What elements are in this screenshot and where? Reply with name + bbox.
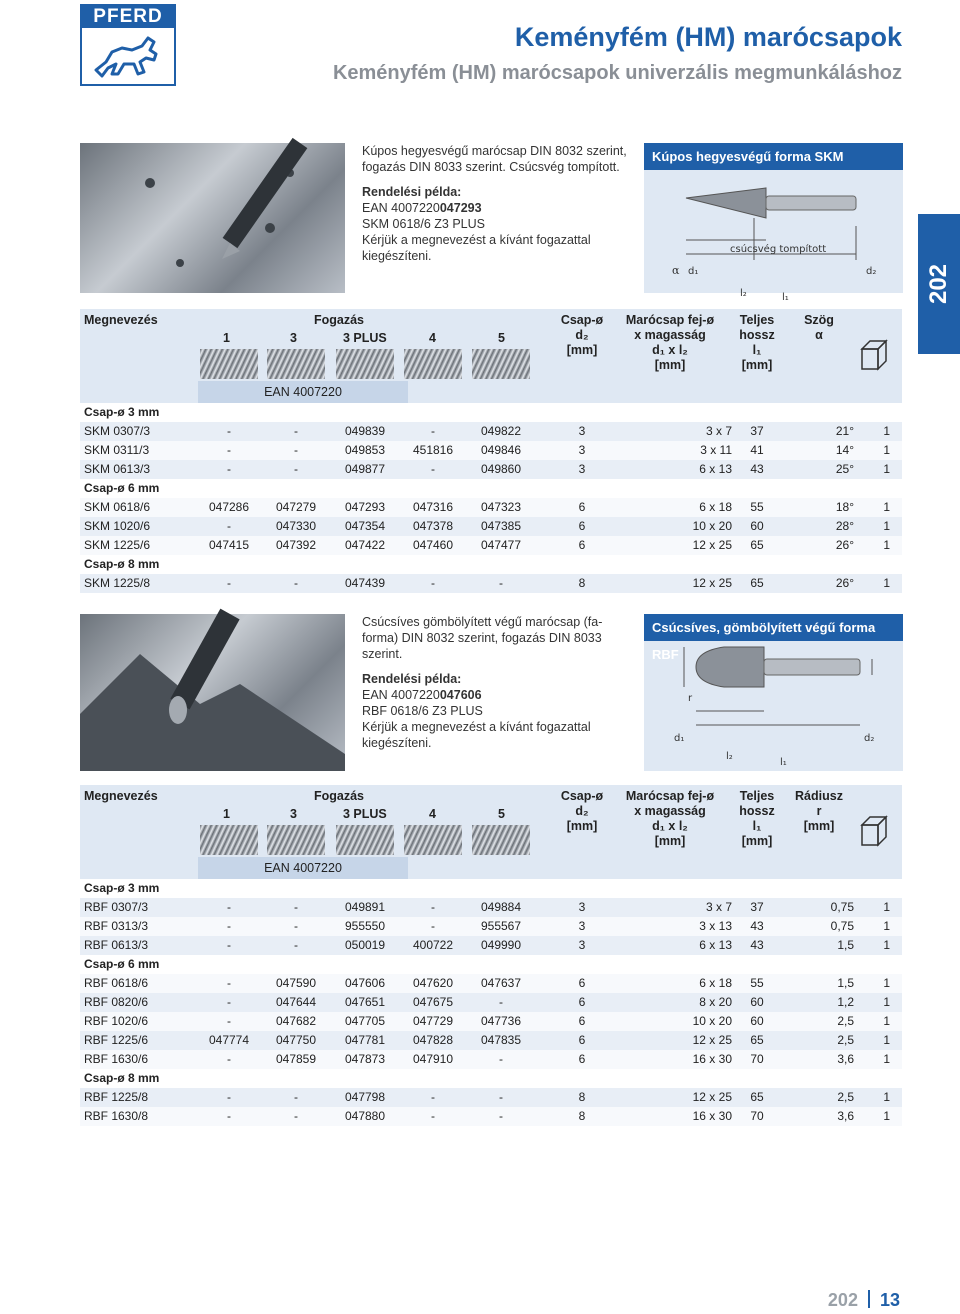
cell-pk: 1 [883, 424, 890, 438]
cell-z3p: 050019 [344, 938, 386, 952]
teeth-swatch-5 [472, 349, 530, 379]
cell-z5: 047385 [480, 519, 522, 533]
cell-z5: 047736 [480, 1014, 522, 1028]
cell-name: SKM 0307/3 [84, 424, 151, 438]
cell-z1: - [227, 938, 231, 952]
cell-l1: 65 [750, 1090, 764, 1104]
group-label: Csap-ø 3 mm [84, 881, 160, 895]
cell-name: RBF 1630/6 [84, 1052, 149, 1066]
cell-z3p: 047354 [344, 519, 386, 533]
group-header-row [80, 479, 902, 498]
pferd-logo [80, 4, 176, 86]
teeth-col-4: 4 [429, 807, 436, 821]
cell-pk: 1 [883, 919, 890, 933]
group-label: Csap-ø 8 mm [84, 1071, 160, 1085]
cell-d2: 8 [578, 1090, 586, 1104]
cell-z3p: 955550 [344, 919, 386, 933]
table-row [80, 1050, 902, 1069]
cell-z5: 049846 [480, 443, 522, 457]
cell-d2: 3 [578, 443, 586, 457]
skm-table-header [80, 309, 902, 403]
cell-z4: - [431, 424, 435, 438]
ean-prefix-bar: EAN 4007220 [198, 857, 408, 879]
cell-z4: 047460 [412, 538, 454, 552]
col-head: Marócsap fej-ø x magasság d₁ x l₂ [mm] [625, 313, 715, 372]
cell-z3: 047590 [275, 976, 317, 990]
cell-z3p: 049891 [344, 900, 386, 914]
cell-head: 16 x 30 [692, 1052, 732, 1066]
cell-last: 26° [835, 576, 854, 590]
cell-z3: - [294, 424, 298, 438]
cell-name: RBF 0820/6 [84, 995, 149, 1009]
teeth-swatch-3 [267, 349, 325, 379]
cell-z4: - [431, 462, 435, 476]
cell-z4: 451816 [412, 443, 454, 457]
cell-z1: 047415 [208, 538, 250, 552]
table-row [80, 536, 902, 555]
cell-z3: 047392 [275, 538, 317, 552]
cell-name: RBF 0618/6 [84, 976, 149, 990]
cell-z5: 047835 [480, 1033, 522, 1047]
cell-z1: - [227, 576, 231, 590]
cell-head: 3 x 7 [705, 424, 732, 438]
cell-z3: 047330 [275, 519, 317, 533]
table-row [80, 1031, 902, 1050]
rbf-table-header [80, 785, 902, 879]
cell-name: RBF 0313/3 [84, 919, 149, 933]
cell-d2: 6 [578, 538, 586, 552]
table-row [80, 517, 902, 536]
cell-z4: 047828 [412, 1033, 454, 1047]
cell-d2: 8 [578, 576, 586, 590]
cell-z1: - [227, 1109, 231, 1123]
cell-l1: 37 [750, 900, 764, 914]
table-row [80, 441, 902, 460]
cell-d2: 3 [578, 900, 586, 914]
teeth-col-5: 5 [498, 331, 505, 345]
cell-z5: 049990 [480, 938, 522, 952]
cell-z4: 047910 [412, 1052, 454, 1066]
cell-last: 3,6 [837, 1052, 854, 1066]
col-name: Megnevezés [84, 313, 158, 327]
table-row [80, 574, 902, 593]
cell-z4: - [431, 919, 435, 933]
cell-name: RBF 1225/8 [84, 1090, 149, 1104]
package-icon [858, 337, 890, 373]
cell-z1: - [227, 424, 231, 438]
skm-shape-drawing [644, 170, 903, 303]
col-angle: Szög α [804, 313, 834, 342]
group-header-row [80, 879, 902, 898]
cell-pk: 1 [883, 1014, 890, 1028]
cell-z4: - [431, 900, 435, 914]
cell-last: 1,5 [837, 938, 854, 952]
cell-d2: 6 [578, 500, 586, 514]
cell-name: SKM 1225/8 [84, 576, 151, 590]
cell-name: SKM 1020/6 [84, 519, 151, 533]
cell-z1: - [227, 900, 231, 914]
cell-d2: 3 [578, 938, 586, 952]
col-shank: Csap-ø d₂ [mm] [560, 789, 604, 833]
table-row [80, 898, 902, 917]
cell-pk: 1 [883, 576, 890, 590]
cell-pk: 1 [883, 995, 890, 1009]
horse-logo-icon [88, 32, 170, 82]
cell-z4: 047316 [412, 500, 454, 514]
cell-z3: - [294, 900, 298, 914]
group-label: Csap-ø 8 mm [84, 557, 160, 571]
svg-text:l₁: l₁ [782, 292, 789, 303]
teeth-swatch-1 [200, 349, 258, 379]
cell-l1: 55 [750, 976, 764, 990]
teeth-swatch-5 [472, 825, 530, 855]
col-radius: Rádiusz r [mm] [795, 789, 843, 833]
col-teeth: Fogazás [314, 313, 365, 327]
cell-z1: - [227, 976, 231, 990]
cell-z4: 047620 [412, 976, 454, 990]
col-length: Teljes hossz l₁ [mm] [739, 789, 775, 848]
group-label: Csap-ø 6 mm [84, 481, 160, 495]
group-header-row [80, 1069, 902, 1088]
cell-l1: 65 [750, 576, 764, 590]
cell-z3: - [294, 443, 298, 457]
group-label: Csap-ø 6 mm [84, 957, 160, 971]
cell-pk: 1 [883, 938, 890, 952]
skm-description: Kúpos hegyesvégű marócsap DIN 8032 szerint, fogazás DIN 8033 szerint. Csúcsvég tompított. Rendelési példa: EAN 4007220047293 SKM 0618/6 Z3 PLUS Kérjük a megnevezést a kívánt fogazattal kiegészíteni. [362, 144, 627, 263]
cell-z1: - [227, 1090, 231, 1104]
cell-l1: 70 [750, 1109, 764, 1123]
cell-pk: 1 [883, 538, 890, 552]
skm-product-photo [80, 143, 345, 293]
teeth-swatch-3 [267, 825, 325, 855]
cell-last: 1,5 [837, 976, 854, 990]
cell-z4: 047729 [412, 1014, 454, 1028]
cell-last: 1,2 [837, 995, 854, 1009]
cell-z3p: 047439 [344, 576, 386, 590]
table-row [80, 917, 902, 936]
skm-table-body [80, 403, 902, 593]
cell-z1: - [227, 1052, 231, 1066]
cell-last: 28° [835, 519, 854, 533]
cell-z3: - [294, 1109, 298, 1123]
cell-z5: 049822 [480, 424, 522, 438]
cell-z5: - [499, 995, 503, 1009]
svg-text:r: r [688, 693, 693, 704]
page-title: Keményfém (HM) marócsapok [514, 22, 902, 52]
cell-name: RBF 1630/8 [84, 1109, 149, 1123]
cell-z3: 047644 [275, 995, 317, 1009]
teeth-swatch-4 [404, 349, 462, 379]
cell-name: SKM 0311/3 [84, 443, 150, 457]
teeth-col-1: 1 [223, 331, 230, 345]
cell-name: RBF 1225/6 [84, 1033, 149, 1047]
skm-diagram: Kúpos hegyesvégű forma SKM α d₁ csúcsvég tompított d₂ l₂ l₁ [644, 143, 903, 293]
cell-z5: 047637 [480, 976, 522, 990]
cell-pk: 1 [883, 1052, 890, 1066]
cell-z3p: 047781 [344, 1033, 386, 1047]
teeth-col-3plus: 3 PLUS [343, 807, 387, 821]
rbf-description: Csúcsíves gömbölyített végű marócsap (fa- forma) DIN 8032 szerint, fogazás DIN 8033 szerint. Rendelési példa: EAN 4007220047606 RBF 0618/6 Z3 PLUS Kérjük a megnevezést a kívánt fogazattal kiegészíteni. [362, 615, 603, 750]
cell-z5: - [499, 1109, 503, 1123]
cell-head: 12 x 25 [692, 1033, 732, 1047]
cell-last: 2,5 [837, 1090, 854, 1104]
brand-name: PFERD [82, 6, 174, 28]
cell-z3: - [294, 938, 298, 952]
col-length: Teljes hossz l₁ [mm] [739, 313, 775, 372]
cell-z1: - [227, 1014, 231, 1028]
cell-last: 0,75 [830, 900, 854, 914]
cell-head: 3 x 7 [705, 900, 732, 914]
table-row [80, 993, 902, 1012]
cell-z3p: 047705 [344, 1014, 386, 1028]
cell-head: 3 x 13 [699, 919, 732, 933]
cell-head: 10 x 20 [692, 1014, 732, 1028]
cell-z4: - [431, 1090, 435, 1104]
cell-d2: 6 [578, 1014, 586, 1028]
cell-z5: 049884 [480, 900, 522, 914]
footer-page-right: 13 [879, 1290, 900, 1310]
cell-l1: 60 [750, 1014, 764, 1028]
cell-z4: 400722 [412, 938, 454, 952]
cell-head: 3 x 11 [700, 443, 732, 457]
cell-head: 10 x 20 [692, 519, 732, 533]
table-row [80, 460, 902, 479]
cell-d2: 3 [578, 424, 586, 438]
cell-name: SKM 0618/6 [84, 500, 151, 514]
cell-pk: 1 [883, 462, 890, 476]
cell-pk: 1 [883, 1090, 890, 1104]
cell-head: 8 x 20 [699, 995, 732, 1009]
cell-l1: 60 [750, 519, 764, 533]
cell-l1: 41 [750, 443, 764, 457]
cell-z3p: 047606 [344, 976, 386, 990]
table-row [80, 1012, 902, 1031]
teeth-col-5: 5 [498, 807, 505, 821]
cell-d2: 6 [578, 976, 586, 990]
col-head: Marócsap fej-ø x magasság d₁ x l₂ [mm] [625, 789, 715, 848]
teeth-swatch-1 [200, 825, 258, 855]
cell-l1: 65 [750, 538, 764, 552]
cell-z5: 049860 [480, 462, 522, 476]
cell-z3p: 047798 [344, 1090, 386, 1104]
cell-z3p: 049839 [344, 424, 386, 438]
cell-z3p: 047651 [344, 995, 386, 1009]
col-teeth: Fogazás [314, 789, 365, 803]
cell-z3: 047682 [275, 1014, 317, 1028]
table-row [80, 422, 902, 441]
cell-z3: 047750 [275, 1033, 317, 1047]
group-label: Csap-ø 3 mm [84, 405, 160, 419]
cell-head: 16 x 30 [692, 1109, 732, 1123]
group-header-row [80, 555, 902, 574]
cell-z3: - [294, 462, 298, 476]
svg-text:d₂: d₂ [864, 733, 875, 744]
cell-l1: 60 [750, 995, 764, 1009]
cell-pk: 1 [883, 1109, 890, 1123]
cell-l1: 37 [750, 424, 764, 438]
rbf-product-photo [80, 614, 345, 771]
cell-name: RBF 1020/6 [84, 1014, 149, 1028]
footer-divider [868, 1290, 870, 1308]
col-name: Megnevezés [84, 789, 158, 803]
cell-head: 6 x 13 [699, 462, 732, 476]
group-header-row [80, 403, 902, 422]
svg-text:d₁: d₁ [688, 266, 699, 277]
table-row [80, 1088, 902, 1107]
cell-z3p: 049853 [344, 443, 386, 457]
cell-z5: - [499, 576, 503, 590]
rbf-table-body [80, 879, 902, 1129]
cell-z5: 047323 [480, 500, 522, 514]
cell-z3: - [294, 576, 298, 590]
cell-last: 0,75 [830, 919, 854, 933]
cell-z4: - [431, 1109, 435, 1123]
cell-z3: 047279 [275, 500, 317, 514]
teeth-swatch-3plus [336, 349, 394, 379]
cell-name: SKM 0613/3 [84, 462, 151, 476]
cell-z5: - [499, 1052, 503, 1066]
cell-last: 14° [835, 443, 854, 457]
cell-z3: - [294, 1090, 298, 1104]
cell-pk: 1 [883, 443, 890, 457]
table-row [80, 498, 902, 517]
svg-text:csúcsvég tompított: csúcsvég tompított [730, 244, 827, 255]
col-shank: Csap-ø d₂ [mm] [560, 313, 604, 357]
cell-d2: 6 [578, 1052, 586, 1066]
teeth-swatch-3plus [336, 825, 394, 855]
svg-text:d₂: d₂ [866, 266, 877, 277]
cell-z4: - [431, 576, 435, 590]
cell-z4: 047378 [412, 519, 454, 533]
teeth-col-3plus: 3 PLUS [343, 331, 387, 345]
cell-name: SKM 1225/6 [84, 538, 151, 552]
cell-d2: 6 [578, 1033, 586, 1047]
svg-text:l₂: l₂ [726, 751, 733, 762]
cell-head: 12 x 25 [692, 1090, 732, 1104]
cell-pk: 1 [883, 976, 890, 990]
svg-text:α: α [672, 264, 680, 277]
cell-z1: - [227, 519, 231, 533]
cell-l1: 55 [750, 500, 764, 514]
teeth-col-4: 4 [429, 331, 436, 345]
cell-z1: - [227, 995, 231, 1009]
cell-z3p: 047880 [344, 1109, 386, 1123]
group-header-row [80, 955, 902, 974]
page-tab: 202 [918, 214, 960, 354]
package-icon [858, 813, 890, 849]
cell-d2: 8 [578, 1109, 586, 1123]
cell-last: 3,6 [837, 1109, 854, 1123]
cell-z1: - [227, 443, 231, 457]
cell-last: 26° [835, 538, 854, 552]
cell-z1: - [227, 462, 231, 476]
cell-last: 2,5 [837, 1014, 854, 1028]
cell-z5: 955567 [480, 919, 522, 933]
cell-head: 6 x 18 [699, 976, 732, 990]
teeth-col-3: 3 [290, 807, 297, 821]
cell-l1: 65 [750, 1033, 764, 1047]
footer-page-left: 202 [827, 1290, 858, 1310]
teeth-swatch-4 [404, 825, 462, 855]
cell-z3p: 049877 [344, 462, 386, 476]
cell-l1: 43 [750, 462, 764, 476]
cell-z3: - [294, 919, 298, 933]
page-footer [828, 1290, 900, 1311]
cell-d2: 3 [578, 462, 586, 476]
cell-last: 2,5 [837, 1033, 854, 1047]
cell-d2: 6 [578, 519, 586, 533]
cell-head: 6 x 13 [699, 938, 732, 952]
table-row [80, 936, 902, 955]
rbf-diagram: Csúcsíves, gömbölyített végű forma RBF r d₁ d₂ l₂ l₁ [644, 614, 903, 771]
cell-z4: 047675 [412, 995, 454, 1009]
page-subtitle: Keményfém (HM) marócsapok univerzális megmunkáláshoz [332, 62, 902, 84]
cell-z1: - [227, 919, 231, 933]
cell-last: 21° [835, 424, 854, 438]
cell-d2: 3 [578, 919, 586, 933]
cell-z5: - [499, 1090, 503, 1104]
rbf-shape-drawing [644, 641, 903, 771]
cell-l1: 43 [750, 919, 764, 933]
cell-z3p: 047873 [344, 1052, 386, 1066]
cell-d2: 6 [578, 995, 586, 1009]
cell-name: RBF 0613/3 [84, 938, 149, 952]
cell-last: 25° [835, 462, 854, 476]
cell-z3p: 047422 [344, 538, 386, 552]
cell-pk: 1 [883, 1033, 890, 1047]
cell-pk: 1 [883, 519, 890, 533]
svg-text:l₁: l₁ [780, 757, 787, 768]
cell-l1: 70 [750, 1052, 764, 1066]
cell-z3: 047859 [275, 1052, 317, 1066]
teeth-col-3: 3 [290, 331, 297, 345]
cell-z1: 047774 [208, 1033, 250, 1047]
cell-z3p: 047293 [344, 500, 386, 514]
svg-text:d₁: d₁ [674, 733, 685, 744]
table-row [80, 974, 902, 993]
table-row [80, 1107, 902, 1126]
cell-z1: 047286 [208, 500, 250, 514]
cell-pk: 1 [883, 500, 890, 514]
teeth-col-1: 1 [223, 807, 230, 821]
cell-z5: 047477 [480, 538, 522, 552]
cell-head: 12 x 25 [692, 538, 732, 552]
cell-last: 18° [835, 500, 854, 514]
cell-head: 12 x 25 [692, 576, 732, 590]
cell-name: RBF 0307/3 [84, 900, 149, 914]
svg-text:l₂: l₂ [740, 288, 747, 299]
cell-l1: 43 [750, 938, 764, 952]
cell-pk: 1 [883, 900, 890, 914]
cell-head: 6 x 18 [699, 500, 732, 514]
ean-prefix-bar: EAN 4007220 [198, 381, 408, 403]
